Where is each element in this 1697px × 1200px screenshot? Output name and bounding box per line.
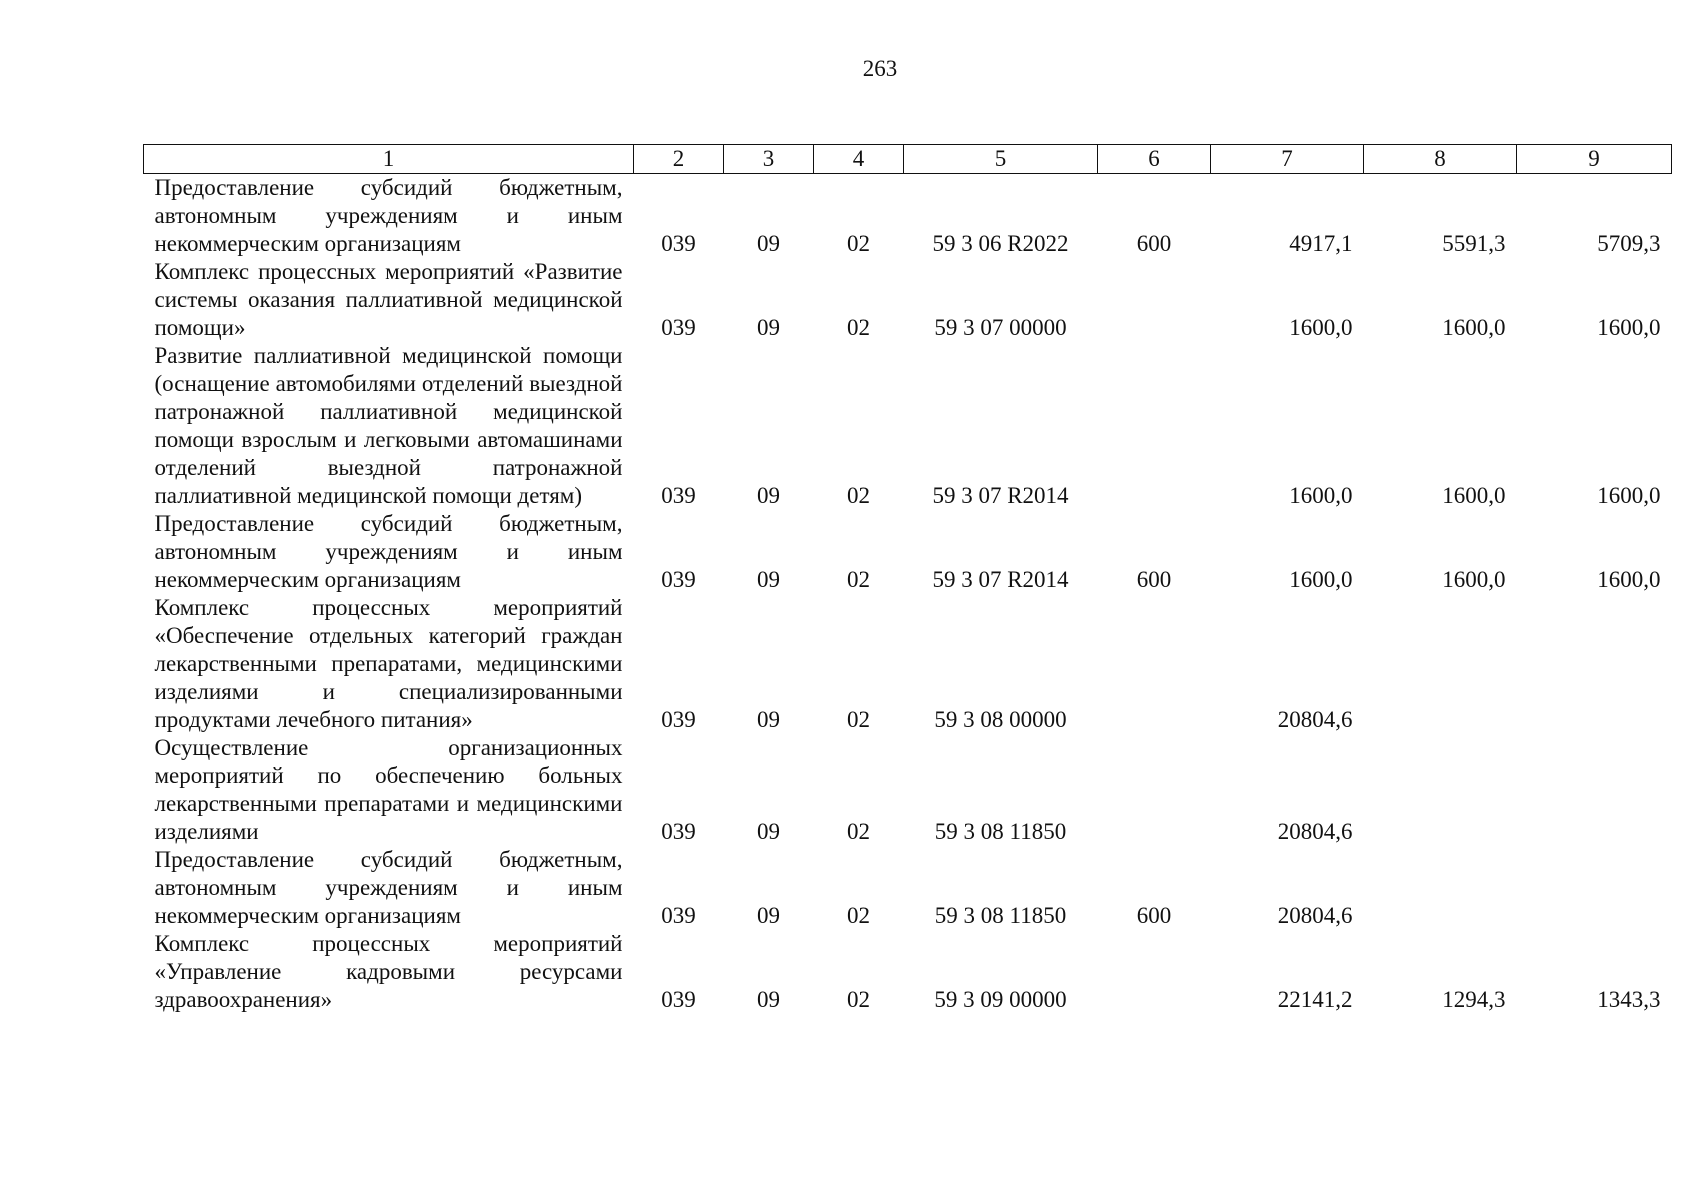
row-amount: 1600,0 [1289, 567, 1353, 592]
table-row [144, 930, 1672, 1014]
row-cell: 039 [661, 231, 696, 256]
row-amount: 1600,0 [1289, 315, 1353, 340]
row-cell [1098, 930, 1211, 1014]
budget-table [143, 144, 1672, 1014]
table-header-row [144, 145, 1672, 174]
row-cell: 59 3 07 R2014 [932, 567, 1069, 592]
row-amount: 20804,6 [1277, 819, 1353, 844]
column-header: 9 [1517, 145, 1672, 174]
column-header: 1 [144, 145, 634, 174]
row-amount [1364, 846, 1517, 930]
row-cell: 09 [757, 483, 780, 508]
table-row [144, 846, 1672, 930]
row-cell: 59 3 06 R2022 [932, 231, 1069, 256]
row-cell: 09 [757, 707, 780, 732]
column-header: 8 [1364, 145, 1517, 174]
row-cell: 039 [661, 903, 696, 928]
row-amount: 20804,6 [1277, 707, 1353, 732]
row-cell: 02 [847, 567, 870, 592]
row-cell: 59 3 08 11850 [934, 819, 1067, 844]
column-header: 4 [814, 145, 904, 174]
row-amount: 5591,3 [1442, 231, 1506, 256]
column-header: 2 [634, 145, 724, 174]
row-name: Комплекс процессных мероприятий «Управление кадровыми ресурсами здравоохранения» [154, 931, 623, 1012]
row-amount: 1600,0 [1597, 567, 1661, 592]
row-amount: 1343,3 [1597, 987, 1661, 1012]
row-amount: 4917,1 [1289, 231, 1353, 256]
column-header: 3 [724, 145, 814, 174]
row-amount: 1600,0 [1442, 315, 1506, 340]
row-cell: 02 [847, 903, 870, 928]
row-amount: 1600,0 [1289, 483, 1353, 508]
row-amount: 1600,0 [1597, 483, 1661, 508]
row-amount [1517, 734, 1672, 846]
row-name: Предоставление субсидий бюджетным, автономным учреждениям и иным некоммерческим организациям [154, 511, 623, 592]
row-cell: 039 [661, 987, 696, 1012]
row-cell: 09 [757, 231, 780, 256]
row-cell: 039 [661, 819, 696, 844]
row-amount: 5709,3 [1597, 231, 1661, 256]
row-amount [1517, 594, 1672, 734]
row-cell [1098, 594, 1211, 734]
row-amount: 22141,2 [1277, 987, 1353, 1012]
table-row [144, 174, 1672, 259]
table-row [144, 734, 1672, 846]
row-cell: 039 [661, 567, 696, 592]
row-cell: 59 3 07 R2014 [932, 483, 1069, 508]
row-cell: 59 3 08 11850 [934, 903, 1067, 928]
row-cell: 600 [1136, 903, 1172, 928]
row-name: Предоставление субсидий бюджетным, автономным учреждениям и иным некоммерческим организациям [154, 847, 623, 928]
row-cell: 59 3 09 00000 [934, 987, 1067, 1012]
table-row [144, 594, 1672, 734]
page-number: 263 [862, 56, 898, 81]
row-cell: 09 [757, 315, 780, 340]
row-amount [1364, 734, 1517, 846]
row-name: Предоставление субсидий бюджетным, автономным учреждениям и иным некоммерческим организациям [154, 175, 623, 256]
row-cell: 600 [1136, 231, 1172, 256]
row-amount: 1294,3 [1442, 987, 1506, 1012]
row-name: Комплекс процессных мероприятий «Обеспечение отдельных категорий граждан лекарственными препаратами, медицинскими изделиями и специализированными продуктами лечебного питания» [154, 595, 623, 732]
column-header: 7 [1211, 145, 1364, 174]
table-row [144, 258, 1672, 342]
row-cell: 600 [1136, 567, 1172, 592]
row-cell: 02 [847, 987, 870, 1012]
row-cell [1098, 258, 1211, 342]
row-cell: 59 3 08 00000 [934, 707, 1067, 732]
table-row [144, 510, 1672, 594]
row-cell: 02 [847, 483, 870, 508]
row-name: Развитие паллиативной медицинской помощи (оснащение автомобилями отделений выездной патронажной паллиативной медицинской помощи взрослым и легковыми автомашинами отделений выездной патронажной паллиативной медицинской помощи детям) [154, 343, 623, 508]
row-cell [1098, 342, 1211, 510]
row-cell: 09 [757, 987, 780, 1012]
row-cell: 039 [661, 707, 696, 732]
row-cell: 59 3 07 00000 [934, 315, 1067, 340]
column-header: 5 [904, 145, 1098, 174]
row-cell: 02 [847, 819, 870, 844]
row-name: Осуществление организационных мероприятий по обеспечению больных лекарственными препаратами и медицинскими изделиями [154, 735, 623, 844]
row-cell [1098, 734, 1211, 846]
row-amount: 20804,6 [1277, 903, 1353, 928]
row-cell: 02 [847, 231, 870, 256]
column-header: 6 [1098, 145, 1211, 174]
row-cell: 02 [847, 707, 870, 732]
row-cell: 09 [757, 819, 780, 844]
row-cell: 039 [661, 315, 696, 340]
row-cell: 02 [847, 315, 870, 340]
row-cell: 09 [757, 903, 780, 928]
row-cell: 09 [757, 567, 780, 592]
row-amount [1517, 846, 1672, 930]
row-amount [1364, 594, 1517, 734]
row-name: Комплекс процессных мероприятий «Развитие системы оказания паллиативной медицинской помощи» [154, 259, 623, 340]
row-cell: 039 [661, 483, 696, 508]
row-amount: 1600,0 [1442, 567, 1506, 592]
row-amount: 1600,0 [1597, 315, 1661, 340]
table-row [144, 342, 1672, 510]
row-amount: 1600,0 [1442, 483, 1506, 508]
